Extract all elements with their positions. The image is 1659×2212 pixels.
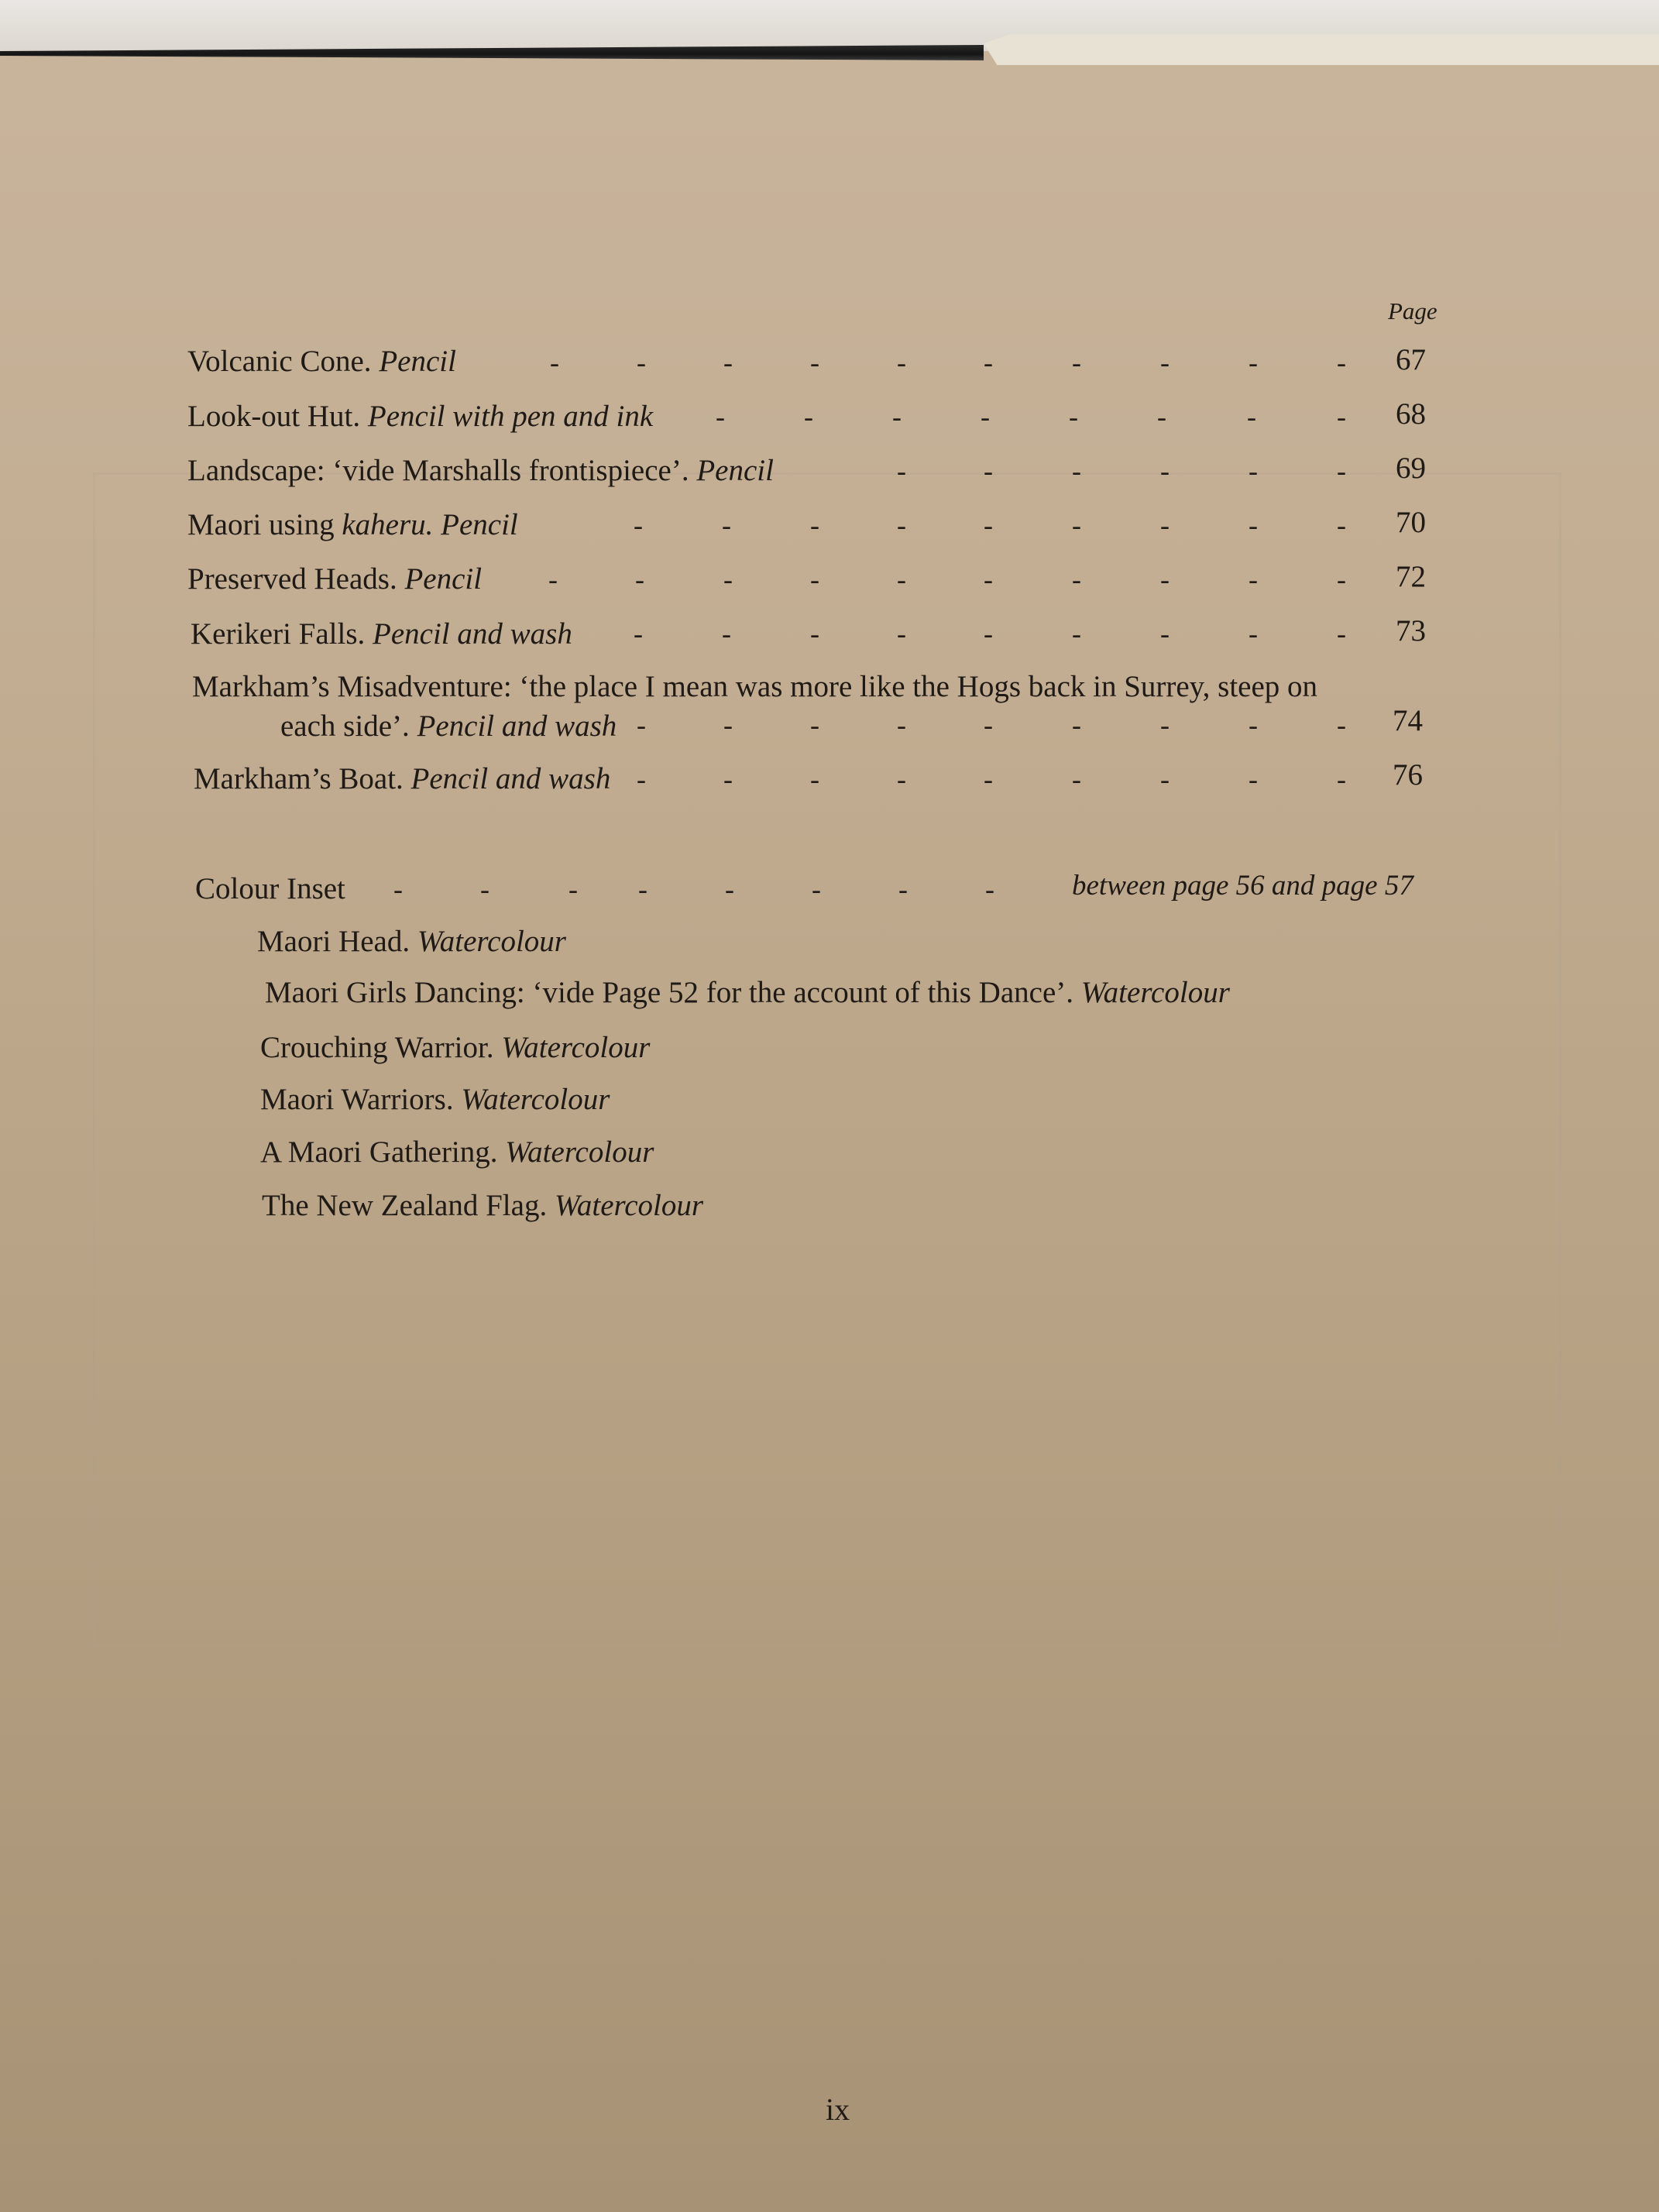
leader-dash: - bbox=[393, 874, 403, 905]
leader-dash: - bbox=[548, 564, 558, 595]
entry-page-number: 76 bbox=[1393, 758, 1423, 792]
leader-dash: - bbox=[897, 347, 906, 378]
list-item bbox=[187, 346, 456, 376]
inset-medium: Watercolour bbox=[501, 1031, 651, 1064]
leader-dash: - bbox=[1337, 510, 1346, 541]
leader-dash: - bbox=[1072, 510, 1081, 541]
list-item bbox=[260, 1084, 610, 1115]
leader-dash: - bbox=[984, 347, 993, 378]
leader-dash: - bbox=[897, 564, 906, 595]
leader-dash: - bbox=[1160, 709, 1170, 740]
entry-medium: Pencil bbox=[379, 345, 456, 378]
leader-dash: - bbox=[1157, 401, 1166, 432]
leader-dash: - bbox=[723, 564, 733, 595]
entry-page-number: 67 bbox=[1396, 343, 1426, 376]
entry-medium: Pencil and wash bbox=[410, 762, 611, 795]
leader-dash: - bbox=[1337, 564, 1346, 595]
entry-title-italic: kaheru. bbox=[342, 508, 434, 541]
leader-dash: - bbox=[984, 455, 993, 486]
leader-dash: - bbox=[1249, 347, 1258, 378]
list-item bbox=[187, 510, 518, 540]
entry-title: Maori using bbox=[187, 508, 335, 541]
leader-dash: - bbox=[637, 709, 646, 740]
leader-dash: - bbox=[1337, 764, 1346, 795]
leader-dash: - bbox=[634, 618, 643, 649]
leader-dash: - bbox=[722, 618, 731, 649]
leader-dash: - bbox=[1247, 401, 1256, 432]
leader-dash: - bbox=[1337, 455, 1346, 486]
entry-page-number: 69 bbox=[1396, 452, 1426, 485]
leader-dash: - bbox=[981, 401, 990, 432]
leader-dash: - bbox=[1160, 455, 1170, 486]
page-column-header: Page bbox=[1388, 297, 1437, 325]
list-item bbox=[260, 1137, 654, 1167]
leader-dash: - bbox=[723, 709, 733, 740]
list-item-line-2 bbox=[280, 711, 617, 741]
entry-medium: Pencil with pen and ink bbox=[367, 400, 654, 433]
leader-dash: - bbox=[723, 347, 733, 378]
entry-page-number: 72 bbox=[1396, 560, 1426, 593]
leader-dash: - bbox=[1072, 455, 1081, 486]
leader-dash: - bbox=[1249, 510, 1258, 541]
inset-title: The New Zealand Flag. bbox=[262, 1189, 548, 1222]
list-item bbox=[257, 926, 566, 957]
leader-dash: - bbox=[725, 874, 734, 905]
leader-dash: - bbox=[1072, 347, 1081, 378]
leader-dash: - bbox=[723, 764, 733, 795]
leader-dash: - bbox=[810, 564, 819, 595]
entry-title-continued: each side’. bbox=[280, 709, 410, 743]
entry-medium: Pencil bbox=[441, 508, 518, 541]
entry-title: Markham’s Boat. bbox=[194, 762, 404, 795]
entry-title: Kerikeri Falls. bbox=[191, 617, 366, 651]
list-item bbox=[187, 455, 774, 486]
list-item bbox=[262, 1190, 703, 1221]
entry-title: Markham’s Misadventure: ‘the place I mean was more like the Hogs back in Surrey, steep on bbox=[192, 670, 1318, 703]
leader-dash: - bbox=[1160, 510, 1170, 541]
entry-medium: Pencil and wash bbox=[373, 617, 572, 651]
leader-dash: - bbox=[897, 764, 906, 795]
leader-dash: - bbox=[722, 510, 731, 541]
leader-dash: - bbox=[897, 455, 906, 486]
inset-medium: Watercolour bbox=[417, 925, 566, 958]
leader-dash: - bbox=[804, 401, 813, 432]
entry-page-number: 68 bbox=[1396, 397, 1426, 431]
entry-page-number: 73 bbox=[1396, 614, 1426, 647]
inset-title: Maori Girls Dancing: ‘vide Page 52 for the account of this Dance’. bbox=[265, 976, 1074, 1009]
leader-dash: - bbox=[1072, 564, 1081, 595]
entry-medium: Pencil bbox=[404, 562, 483, 596]
leader-dash: - bbox=[898, 874, 908, 905]
entry-medium: Pencil bbox=[696, 454, 774, 487]
leader-dash: - bbox=[897, 709, 906, 740]
torn-paper-edge bbox=[984, 34, 1659, 65]
inset-title: A Maori Gathering. bbox=[260, 1135, 498, 1169]
leader-dash: - bbox=[1160, 347, 1170, 378]
leader-dash: - bbox=[637, 764, 646, 795]
leader-dash: - bbox=[637, 347, 646, 378]
leader-dash: - bbox=[1249, 764, 1258, 795]
leader-dash: - bbox=[716, 401, 725, 432]
entry-title: Preserved Heads. bbox=[187, 562, 397, 596]
colour-inset-label: Colour Inset bbox=[195, 872, 345, 905]
leader-dash: - bbox=[1337, 347, 1346, 378]
leader-dash: - bbox=[892, 401, 902, 432]
leader-dash: - bbox=[984, 709, 993, 740]
leader-dash: - bbox=[1072, 618, 1081, 649]
inset-title: Crouching Warrior. bbox=[260, 1031, 494, 1064]
entry-page-number: 70 bbox=[1396, 506, 1426, 539]
leader-dash: - bbox=[1337, 401, 1346, 432]
inset-medium: Watercolour bbox=[554, 1189, 704, 1222]
inset-medium: Watercolour bbox=[461, 1083, 610, 1116]
list-item bbox=[191, 619, 572, 649]
leader-dash: - bbox=[810, 618, 819, 649]
leader-dash: - bbox=[897, 510, 906, 541]
leader-dash: - bbox=[984, 510, 993, 541]
leader-dash: - bbox=[634, 510, 643, 541]
leader-dash: - bbox=[1249, 455, 1258, 486]
leader-dash: - bbox=[480, 874, 489, 905]
inset-title: Maori Head. bbox=[257, 925, 410, 958]
entry-title: Landscape: ‘vide Marshalls frontispiece’. bbox=[187, 454, 689, 487]
leader-dash: - bbox=[984, 618, 993, 649]
list-item bbox=[187, 564, 482, 594]
leader-dash: - bbox=[635, 564, 644, 595]
page-folio: ix bbox=[826, 2092, 850, 2127]
leader-dash: - bbox=[812, 874, 821, 905]
inset-title: Maori Warriors. bbox=[260, 1083, 454, 1116]
leader-dash: - bbox=[1072, 764, 1081, 795]
entry-title: Volcanic Cone. bbox=[187, 345, 372, 378]
leader-dash: - bbox=[1337, 709, 1346, 740]
leader-dash: - bbox=[985, 874, 994, 905]
leader-dash: - bbox=[1160, 564, 1170, 595]
leader-dash: - bbox=[1249, 564, 1258, 595]
leader-dash: - bbox=[1072, 709, 1081, 740]
leader-dash: - bbox=[984, 564, 993, 595]
leader-dash: - bbox=[638, 874, 647, 905]
leader-dash: - bbox=[1160, 618, 1170, 649]
colour-inset-pages: between page 56 and page 57 bbox=[1072, 870, 1413, 902]
list-item bbox=[260, 1032, 650, 1063]
leader-dash: - bbox=[897, 618, 906, 649]
leader-dash: - bbox=[810, 510, 819, 541]
leader-dash: - bbox=[810, 347, 819, 378]
leader-dash: - bbox=[568, 874, 578, 905]
entry-medium: Pencil and wash bbox=[417, 709, 617, 743]
leader-dash: - bbox=[550, 347, 559, 378]
inset-medium: Watercolour bbox=[505, 1135, 654, 1169]
list-item bbox=[187, 401, 653, 431]
leader-dash: - bbox=[1160, 764, 1170, 795]
leader-dash: - bbox=[1337, 618, 1346, 649]
leader-dash: - bbox=[984, 764, 993, 795]
list-item-line-1 bbox=[192, 672, 1317, 702]
leader-dash: - bbox=[810, 709, 819, 740]
entry-page-number: 74 bbox=[1393, 704, 1423, 737]
list-item bbox=[194, 764, 610, 794]
entry-title: Look-out Hut. bbox=[187, 400, 361, 433]
leader-dash: - bbox=[1249, 709, 1258, 740]
leader-dash: - bbox=[1249, 618, 1258, 649]
leader-dash: - bbox=[1069, 401, 1078, 432]
list-item bbox=[265, 977, 1230, 1008]
inset-medium: Watercolour bbox=[1080, 976, 1230, 1009]
leader-dash: - bbox=[810, 764, 819, 795]
